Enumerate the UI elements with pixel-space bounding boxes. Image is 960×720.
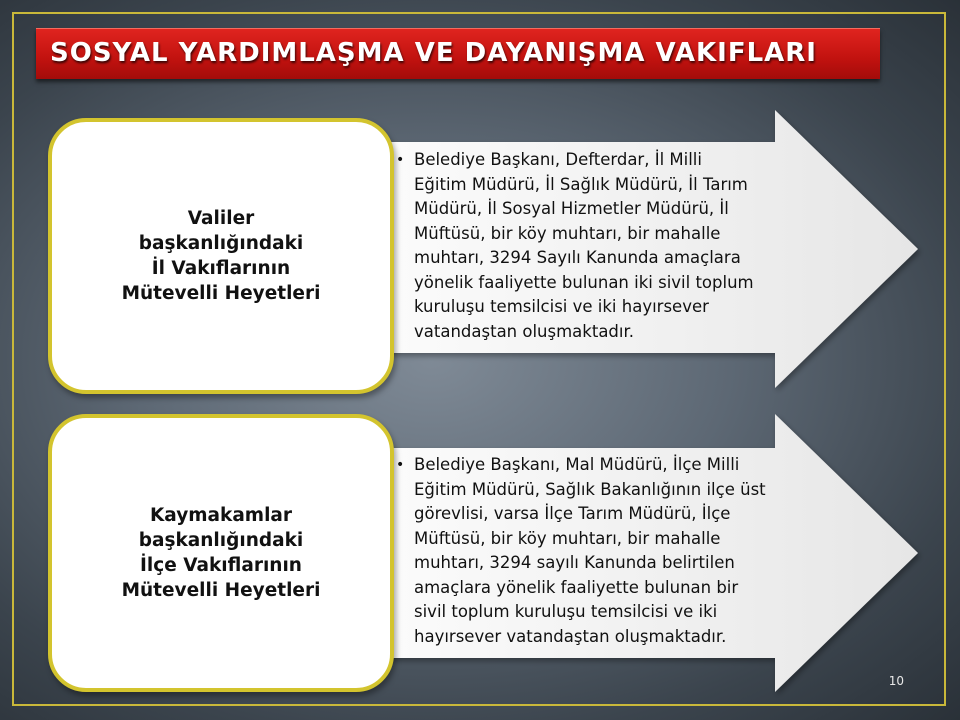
il-vakif-box — [48, 118, 394, 394]
il-vakif-description-text: Belediye Başkanı, Defterdar, İl Milli Eğitim Müdürü, İl Sağlık Müdürü, İl Tarım Müdürü, İl Sosyal Hizmetler Müdürü, İl Müftüsü, bir köy muhtarı, bir mahalle muhtarı, 3294 Sayılı Kanunda amaçlara yönelik faaliyette bulunan iki sivil toplum kuruluşu temsilcisi ve iki hayırsever vatandaştan oluşmaktadır. — [414, 150, 754, 341]
bullet-icon: • — [396, 457, 405, 473]
il-vakif-title: Valiler başkanlığındaki İl Vakıflarının Mütevelli Heyetleri — [121, 208, 321, 304]
slide-title: SOSYAL YARDIMLAŞMA VE DAYANIŞMA VAKIFLARI — [50, 38, 817, 68]
ilce-vakif-description — [396, 453, 796, 653]
ilce-vakif-title: Kaymakamlar başkanlığındaki İlçe Vakıflarının Mütevelli Heyetleri — [121, 505, 321, 601]
ilce-vakif-description-text: Belediye Başkanı, Mal Müdürü, İlçe Milli Eğitim Müdürü, Sağlık Bakanlığının ilçe üst görevlisi, varsa İlçe Tarım Müdürü, İlçe Müftüsü, bir köy muhtarı, bir mahalle muhtarı, 3294 sayılı Kanunda belirtilen amaçlara yönelik faaliyette bulunan bir sivil toplum kuruluşu temsilcisi ve iki hayırsever vatandaştan oluşmaktadır. — [414, 455, 766, 646]
il-vakif-description — [396, 148, 796, 348]
bullet-icon: • — [396, 152, 405, 168]
page-number: 10 — [888, 674, 904, 688]
ilce-vakif-box — [48, 414, 394, 692]
